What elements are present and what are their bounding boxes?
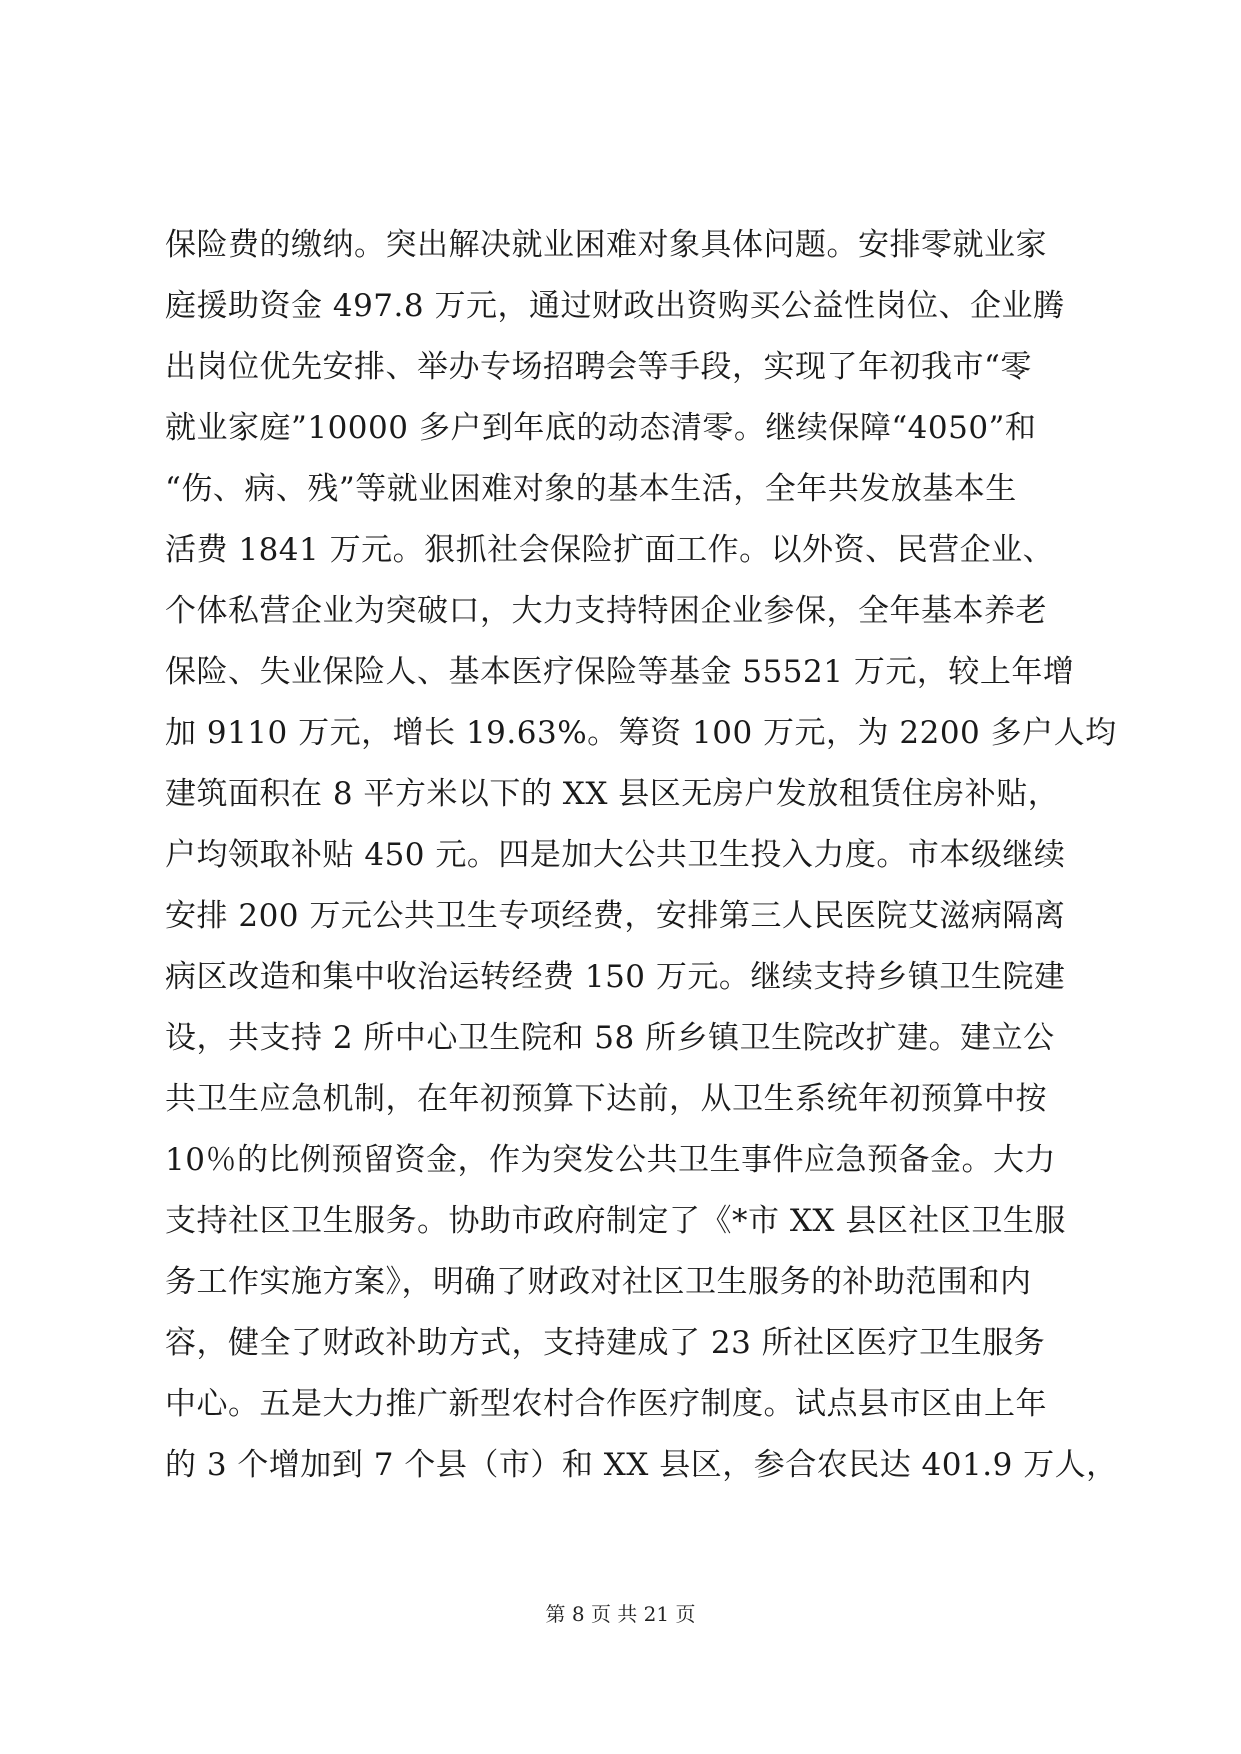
- text-line: 10％的比例预留资金，作为突发公共卫生事件应急预备金。大力: [165, 1142, 1056, 1178]
- text-line: 支持社区卫生服务。协助市政府制定了《*市 XX 县区社区卫生服: [165, 1203, 1066, 1239]
- page-footer: 第 8 页 共 21 页: [545, 1602, 696, 1626]
- text-line: 的 3 个增加到 7 个县（市）和 XX 县区，参合农民达 401.9 万人，: [165, 1447, 1118, 1483]
- text-line: 建筑面积在 8 平方米以下的 XX 县区无房户发放租赁住房补贴，: [165, 776, 1060, 812]
- text-line: 保险费的缴纳。突出解决就业困难对象具体问题。安排零就业家: [165, 227, 1047, 263]
- text-line: 中心。五是大力推广新型农村合作医疗制度。试点县市区由上年: [165, 1386, 1047, 1422]
- text-line: 户均领取补贴 450 元。四是加大公共卫生投入力度。市本级继续: [165, 837, 1066, 873]
- text-line: 个体私营企业为突破口，大力支持特困企业参保，全年基本养老: [165, 593, 1047, 629]
- text-line: 务工作实施方案》，明确了财政对社区卫生服务的补助范围和内: [165, 1264, 1032, 1300]
- text-line: 共卫生应急机制，在年初预算下达前，从卫生系统年初预算中按: [165, 1081, 1047, 1117]
- text-line: 安排 200 万元公共卫生专项经费，安排第三人民医院艾滋病隔离: [165, 898, 1066, 934]
- text-line: 病区改造和集中收治运转经费 150 万元。继续支持乡镇卫生院建: [165, 959, 1066, 995]
- text-line: 容，健全了财政补助方式，支持建成了 23 所社区医疗卫生服务: [165, 1325, 1046, 1361]
- text-line: 就业家庭”10000 多户到年底的动态清零。继续保障“4050”和: [165, 410, 1037, 446]
- text-line: 设，共支持 2 所中心卫生院和 58 所乡镇卫生院改扩建。建立公: [165, 1020, 1055, 1056]
- text-line: 庭援助资金 497.8 万元，通过财政出资购买公益性岗位、企业腾: [165, 288, 1065, 324]
- text-line: 保险、失业保险人、基本医疗保险等基金 55521 万元，较上年增: [165, 654, 1075, 690]
- text-line: “伤、病、残”等就业困难对象的基本生活，全年共发放基本生: [165, 471, 1017, 507]
- text-line: 出岗位优先安排、举办专场招聘会等手段，实现了年初我市“零: [165, 349, 1032, 385]
- text-line: 活费 1841 万元。狠抓社会保险扩面工作。以外资、民营企业、: [165, 532, 1055, 568]
- text-line: 加 9110 万元，增长 19.63%。筹资 100 万元，为 2200 多户人均: [165, 715, 1117, 751]
